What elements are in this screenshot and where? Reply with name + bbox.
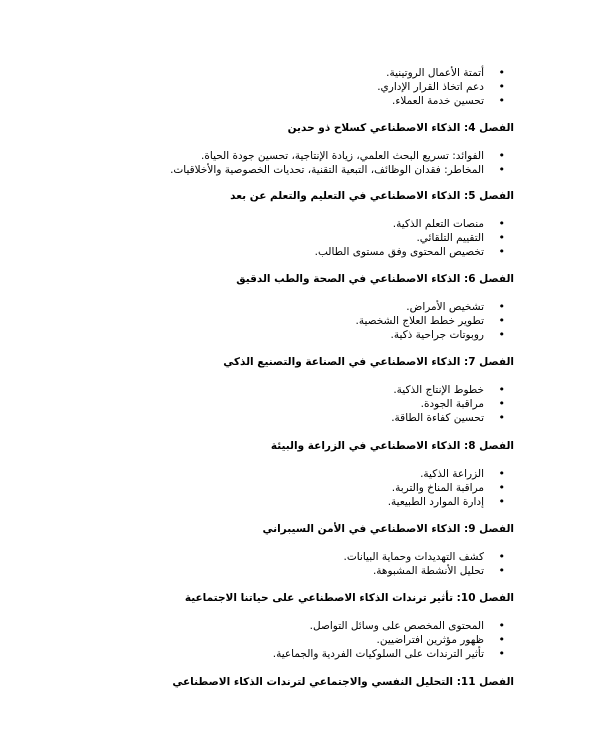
chapter-heading: الفصل 4: الذكاء الاصطناعي كسلاح ذو حدين xyxy=(287,122,514,134)
list-item: • تأثير الترندات على السلوكيات الفردية والجماعية. xyxy=(185,647,514,661)
chapter-list xyxy=(230,217,514,259)
list-item: • تشخيص الأمراض. xyxy=(236,300,514,314)
chapter-list xyxy=(223,383,514,425)
chapter-heading: الفصل 10: تأثير ترندات الذكاء الاصطناعي على حياتنا الاجتماعية xyxy=(184,592,514,604)
chapter-9-section xyxy=(263,522,514,578)
list-item: • المخاطر: فقدان الوظائف، التبعية التقنية، تحديات الخصوصية والأخلاقيات. xyxy=(170,163,514,177)
list-item: • الزراعة الذكية. xyxy=(271,467,514,481)
intro-list-block xyxy=(377,66,514,108)
chapter-list xyxy=(271,467,514,509)
list-item: • خطوط الإنتاج الذكية. xyxy=(223,383,514,397)
chapter-heading: الفصل 5: الذكاء الاصطناعي في التعليم والتعلم عن بعد xyxy=(230,190,514,202)
chapter-4-section xyxy=(170,121,514,177)
list-item: • ظهور مؤثرين افتراضيين. xyxy=(185,633,514,647)
list-item: • تحسين خدمة العملاء. xyxy=(377,94,514,108)
list-item: • تخصيص المحتوى وفق مستوى الطالب. xyxy=(230,245,514,259)
list-item: • دعم اتخاذ القرار الإداري. xyxy=(377,80,514,94)
chapter-heading: الفصل 7: الذكاء الاصطناعي في الصناعة والتصنيع الذكي xyxy=(223,356,514,368)
list-item: • إدارة الموارد الطبيعية. xyxy=(271,495,514,509)
list-item: • تحليل الأنشطة المشبوهة. xyxy=(263,564,514,578)
chapter-list xyxy=(263,550,514,578)
chapter-list xyxy=(236,300,514,342)
list-item: • منصات التعلم الذكية. xyxy=(230,217,514,231)
chapter-8-section xyxy=(271,439,514,509)
list-item: • تطوير خطط العلاج الشخصية. xyxy=(236,314,514,328)
chapter-list xyxy=(185,619,514,661)
list-item: • أتمتة الأعمال الروتينية. xyxy=(377,66,514,80)
chapter-list xyxy=(170,149,514,177)
chapter-heading: الفصل 8: الذكاء الاصطناعي في الزراعة والبيئة xyxy=(270,440,514,452)
chapter-11-section xyxy=(172,675,514,689)
chapter-heading: الفصل 11: التحليل النفسي والاجتماعي لترندات الذكاء الاصطناعي xyxy=(172,676,514,688)
chapter-heading: الفصل 9: الذكاء الاصطناعي في الأمن السيبراني xyxy=(262,523,514,535)
list-item: • مراقبة المناخ والتربة. xyxy=(271,481,514,495)
chapter-heading: الفصل 6: الذكاء الاصطناعي في الصحة والطب الدقيق xyxy=(236,273,514,285)
intro-list xyxy=(377,66,514,108)
list-item: • تحسين كفاءة الطاقة. xyxy=(223,411,514,425)
list-item: • مراقبة الجودة. xyxy=(223,397,514,411)
chapter-7-section xyxy=(223,355,514,425)
chapter-6-section xyxy=(236,272,514,342)
chapter-10-section xyxy=(185,591,514,661)
list-item: • التقييم التلقائي. xyxy=(230,231,514,245)
list-item: • كشف التهديدات وحماية البيانات. xyxy=(263,550,514,564)
chapter-5-section xyxy=(230,189,514,259)
list-item: • الفوائد: تسريع البحث العلمي، زيادة الإنتاجية، تحسين جودة الحياة. xyxy=(170,149,514,163)
list-item: • المحتوى المخصص على وسائل التواصل. xyxy=(185,619,514,633)
list-item: • روبوتات جراحية ذكية. xyxy=(236,328,514,342)
